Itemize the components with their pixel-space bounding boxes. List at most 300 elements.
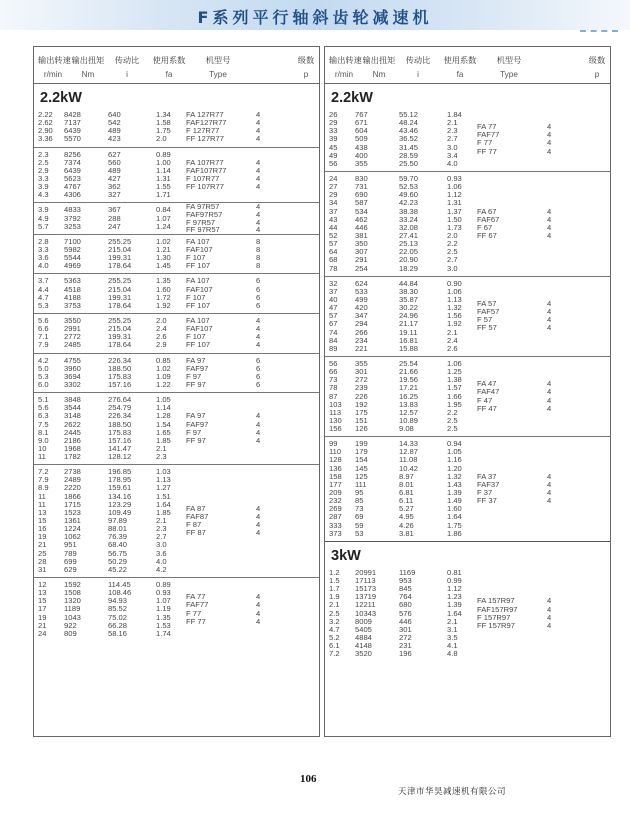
output-torque: 951 bbox=[64, 540, 77, 550]
output-torque: 5623 bbox=[64, 173, 81, 183]
output-torque: 4884 bbox=[355, 633, 372, 643]
service-factor: 1.84 bbox=[447, 110, 462, 119]
ratio: 175.83 bbox=[108, 371, 132, 381]
type-row bbox=[38, 521, 319, 529]
model-group bbox=[34, 392, 319, 464]
service-factor: 1.30 bbox=[156, 253, 171, 263]
service-factor: 2.3 bbox=[156, 452, 167, 462]
output-torque: 1224 bbox=[64, 524, 81, 534]
model-type: FF 127R77 bbox=[186, 134, 224, 144]
model-group bbox=[34, 273, 319, 313]
output-speed: 7.5 bbox=[38, 419, 49, 429]
output-torque: 6439 bbox=[64, 165, 81, 175]
output-torque: 3148 bbox=[64, 411, 81, 421]
service-factor: 1.31 bbox=[156, 173, 171, 183]
output-speed: 87 bbox=[329, 391, 338, 401]
ratio: 255.25 bbox=[108, 276, 132, 286]
output-torque: 266 bbox=[355, 327, 368, 337]
ratio: 6.11 bbox=[399, 496, 414, 506]
ratio: 24.96 bbox=[399, 311, 419, 321]
column-unit: Nm bbox=[372, 70, 386, 79]
output-speed: 84 bbox=[329, 335, 338, 345]
output-torque: 3753 bbox=[64, 300, 81, 310]
service-factor: 1.38 bbox=[447, 375, 462, 385]
model-type: F 67 bbox=[477, 222, 493, 232]
column-unit: p bbox=[594, 70, 600, 79]
ratio: 178.95 bbox=[108, 475, 132, 485]
output-torque: 145 bbox=[355, 463, 368, 473]
output-torque: 533 bbox=[355, 286, 368, 296]
column-title: 输出扭矩 bbox=[362, 56, 396, 65]
service-factor: 2.0 bbox=[156, 315, 167, 325]
output-speed: 4.2 bbox=[38, 355, 49, 365]
model-type: FF 107R77 bbox=[186, 182, 224, 192]
type-row bbox=[38, 610, 319, 618]
output-speed: 2.90 bbox=[38, 126, 53, 136]
service-factor: 1.05 bbox=[156, 395, 171, 405]
ratio: 21.66 bbox=[399, 367, 419, 377]
output-speed: 136 bbox=[329, 463, 342, 473]
output-torque: 2622 bbox=[64, 419, 81, 429]
model-type: FA 67 bbox=[477, 206, 497, 216]
ratio: 301 bbox=[399, 624, 412, 634]
stage-count: 4 bbox=[547, 214, 552, 224]
ratio: 178.64 bbox=[108, 300, 132, 310]
output-speed: 44 bbox=[329, 222, 338, 232]
service-factor: 2.0 bbox=[156, 134, 167, 144]
output-torque: 2772 bbox=[64, 332, 81, 342]
type-row bbox=[38, 203, 319, 211]
output-speed: 28 bbox=[38, 556, 47, 566]
output-speed: 66 bbox=[329, 367, 338, 377]
ratio: 4.95 bbox=[399, 512, 414, 522]
ratio: 20.90 bbox=[399, 255, 419, 265]
service-factor: 1.13 bbox=[156, 475, 171, 485]
output-torque: 400 bbox=[355, 150, 368, 160]
output-speed: 5.1 bbox=[38, 395, 49, 405]
output-torque: 438 bbox=[355, 142, 368, 152]
model-group bbox=[34, 464, 319, 577]
output-torque: 2186 bbox=[64, 435, 81, 445]
column-unit: i bbox=[417, 70, 419, 79]
model-type: FA 97 bbox=[186, 411, 206, 421]
service-factor: 1.06 bbox=[447, 286, 462, 296]
model-types bbox=[38, 235, 319, 274]
stage-count: 4 bbox=[256, 157, 261, 167]
output-speed: 43 bbox=[329, 214, 338, 224]
service-factor: 1.25 bbox=[447, 367, 462, 377]
service-factor: 1.45 bbox=[156, 261, 171, 271]
output-speed: 130 bbox=[329, 415, 342, 425]
output-torque: 17113 bbox=[355, 576, 376, 586]
output-speed: 7.1 bbox=[38, 332, 49, 342]
service-factor: 4.0 bbox=[156, 556, 167, 566]
service-factor: 0.84 bbox=[156, 205, 171, 215]
service-factor: 0.89 bbox=[156, 580, 171, 590]
output-speed: 7.2 bbox=[38, 467, 49, 477]
ratio: 55.12 bbox=[399, 110, 419, 119]
model-type: F 97 bbox=[186, 427, 202, 437]
output-torque: 355 bbox=[355, 158, 368, 168]
ratio: 36.52 bbox=[399, 134, 419, 144]
ratio: 188.50 bbox=[108, 419, 132, 429]
ratio: 68.40 bbox=[108, 540, 128, 550]
service-factor: 1.75 bbox=[447, 520, 462, 530]
service-factor: 1.22 bbox=[156, 379, 171, 389]
ratio: 114.45 bbox=[108, 580, 131, 590]
type-row bbox=[38, 119, 319, 127]
ratio: 134.16 bbox=[108, 491, 132, 501]
ratio: 108.46 bbox=[108, 588, 132, 598]
model-group bbox=[34, 313, 319, 353]
model-type: FAF107R77 bbox=[186, 165, 227, 175]
type-row bbox=[38, 381, 319, 389]
output-torque: 234 bbox=[355, 335, 368, 345]
type-row bbox=[38, 111, 319, 119]
service-factor: 1.72 bbox=[156, 292, 171, 302]
output-torque: 179 bbox=[355, 447, 368, 457]
output-torque: 4148 bbox=[355, 641, 372, 651]
type-row bbox=[38, 429, 319, 437]
ratio: 8.01 bbox=[399, 479, 414, 489]
output-speed: 158 bbox=[329, 471, 342, 481]
stage-count: 4 bbox=[256, 503, 261, 513]
ratio: 576 bbox=[399, 608, 412, 618]
column-unit: i bbox=[126, 70, 128, 79]
model-type: FF 87 bbox=[186, 528, 206, 538]
output-torque: 671 bbox=[355, 118, 368, 128]
output-speed: 2.5 bbox=[38, 157, 49, 167]
output-torque: 3520 bbox=[355, 649, 372, 659]
type-row bbox=[329, 606, 610, 614]
stage-count: 4 bbox=[547, 130, 552, 140]
output-speed: 24 bbox=[38, 628, 47, 638]
ratio: 272 bbox=[399, 633, 412, 643]
power-section bbox=[34, 84, 319, 641]
service-factor: 2.9 bbox=[156, 340, 167, 350]
service-factor: 3.4 bbox=[447, 150, 458, 160]
service-factor: 2.6 bbox=[156, 332, 167, 342]
model-group bbox=[34, 202, 319, 233]
stage-count: 4 bbox=[256, 165, 261, 175]
ratio: 44.84 bbox=[399, 278, 419, 288]
service-factor: 2.5 bbox=[447, 415, 458, 425]
output-speed: 6.0 bbox=[38, 379, 49, 389]
ratio: 9.08 bbox=[399, 424, 414, 434]
stage-count: 6 bbox=[256, 363, 261, 373]
output-torque: 4518 bbox=[64, 284, 81, 294]
service-factor: 2.7 bbox=[156, 532, 167, 542]
output-speed: 73 bbox=[329, 375, 338, 385]
output-torque: 5363 bbox=[64, 276, 81, 286]
model-types bbox=[329, 357, 610, 436]
stage-count: 4 bbox=[256, 118, 261, 128]
output-speed: 74 bbox=[329, 327, 338, 337]
ratio: 427 bbox=[108, 173, 121, 183]
ratio: 199.31 bbox=[108, 332, 132, 342]
ratio: 423 bbox=[108, 134, 121, 144]
type-row bbox=[329, 300, 610, 308]
ratio: 31.45 bbox=[399, 142, 419, 152]
model-type: FA 97 bbox=[186, 355, 206, 365]
service-factor: 1.12 bbox=[447, 584, 462, 594]
output-torque: 1361 bbox=[64, 516, 81, 526]
output-speed: 3.9 bbox=[38, 205, 49, 215]
output-torque: 4833 bbox=[64, 205, 81, 215]
output-torque: 8428 bbox=[64, 110, 81, 119]
output-torque: 2489 bbox=[64, 475, 81, 485]
output-speed: 13 bbox=[38, 588, 47, 598]
output-speed: 29 bbox=[329, 190, 338, 200]
service-factor: 1.12 bbox=[447, 190, 462, 200]
model-type: FA 107 bbox=[186, 236, 210, 246]
power-rating: 3kW bbox=[331, 547, 361, 564]
output-torque: 350 bbox=[355, 239, 368, 249]
stage-count: 6 bbox=[256, 300, 261, 310]
stage-count: 6 bbox=[256, 371, 261, 381]
stage-count: 4 bbox=[547, 471, 552, 481]
type-row bbox=[38, 357, 319, 365]
output-speed: 89 bbox=[329, 343, 338, 353]
service-factor: 1.56 bbox=[447, 311, 462, 321]
column-unit: Nm bbox=[81, 70, 95, 79]
ratio: 18.29 bbox=[399, 263, 419, 273]
model-group bbox=[325, 171, 610, 276]
model-type: FF 97 bbox=[186, 435, 206, 445]
type-row bbox=[38, 167, 319, 175]
model-types bbox=[329, 566, 610, 662]
output-speed: 78 bbox=[329, 383, 338, 393]
type-row bbox=[38, 365, 319, 373]
output-speed: 373 bbox=[329, 528, 342, 538]
stage-count: 4 bbox=[547, 479, 552, 489]
service-factor: 1.95 bbox=[447, 399, 462, 409]
output-speed: 269 bbox=[329, 504, 342, 514]
output-speed: 3.7 bbox=[38, 276, 49, 286]
type-row bbox=[38, 211, 319, 219]
stage-count: 4 bbox=[256, 411, 261, 421]
model-group bbox=[34, 108, 319, 147]
service-factor: 1.60 bbox=[447, 504, 462, 514]
model-type: FAF37 bbox=[477, 479, 500, 489]
type-row bbox=[38, 254, 319, 262]
stage-count: 4 bbox=[547, 403, 552, 413]
service-factor: 1.50 bbox=[447, 214, 462, 224]
model-type: FF 67 bbox=[477, 230, 497, 240]
service-factor: 1.60 bbox=[156, 284, 171, 294]
stage-count: 4 bbox=[547, 222, 552, 232]
output-speed: 5.3 bbox=[38, 371, 49, 381]
service-factor: 4.0 bbox=[447, 158, 458, 168]
ratio: 255.25 bbox=[108, 236, 132, 246]
output-torque: 4306 bbox=[64, 190, 81, 200]
type-row bbox=[38, 127, 319, 135]
model-group bbox=[34, 147, 319, 203]
service-factor: 1.03 bbox=[156, 467, 171, 477]
type-row bbox=[329, 622, 610, 630]
output-speed: 11 bbox=[38, 499, 46, 509]
power-section bbox=[325, 541, 610, 662]
output-torque: 53 bbox=[355, 528, 364, 538]
output-torque: 301 bbox=[355, 367, 368, 377]
ratio: 17.21 bbox=[399, 383, 419, 393]
output-speed: 57 bbox=[329, 311, 338, 321]
model-type: FA 97R57 bbox=[186, 202, 220, 212]
type-row bbox=[38, 317, 319, 325]
model-type: F 77 bbox=[477, 138, 493, 148]
output-speed: 6.6 bbox=[38, 324, 49, 334]
ratio: 10.89 bbox=[399, 415, 419, 425]
ratio: 159.61 bbox=[108, 483, 132, 493]
selection-table-left bbox=[33, 46, 320, 737]
ratio: 188.50 bbox=[108, 363, 132, 373]
output-speed: 4.7 bbox=[329, 624, 340, 634]
output-speed: 3.9 bbox=[38, 182, 49, 192]
ratio: 231 bbox=[399, 641, 412, 651]
output-torque: 3544 bbox=[64, 403, 81, 413]
type-row bbox=[38, 159, 319, 167]
stage-count: 4 bbox=[547, 307, 552, 317]
service-factor: 2.7 bbox=[447, 255, 458, 265]
output-speed: 37 bbox=[329, 286, 338, 296]
type-row bbox=[38, 513, 319, 521]
service-factor: 1.74 bbox=[156, 628, 171, 638]
output-speed: 25 bbox=[38, 548, 47, 558]
stage-count: 4 bbox=[256, 419, 261, 429]
model-type: FF 107 bbox=[186, 300, 211, 310]
model-group bbox=[325, 108, 610, 171]
output-torque: 175 bbox=[355, 407, 368, 417]
service-factor: 0.99 bbox=[447, 576, 462, 586]
output-speed: 24 bbox=[329, 173, 338, 183]
output-speed: 287 bbox=[329, 512, 342, 522]
ratio: 76.39 bbox=[108, 532, 128, 542]
company-name: 天津市华昊减速机有限公司 bbox=[398, 786, 507, 796]
stage-count: 4 bbox=[256, 182, 261, 192]
column-title: 输出扭矩 bbox=[71, 56, 105, 65]
model-types bbox=[329, 108, 610, 171]
ratio: 255.25 bbox=[108, 315, 132, 325]
service-factor: 1.13 bbox=[447, 294, 462, 304]
model-group bbox=[325, 436, 610, 541]
stage-count: 4 bbox=[256, 600, 261, 610]
model-type: F 107 bbox=[186, 332, 206, 342]
output-torque: 5982 bbox=[64, 244, 81, 254]
output-speed: 8.9 bbox=[38, 483, 49, 493]
output-torque: 2991 bbox=[64, 324, 81, 334]
output-speed: 2.9 bbox=[38, 165, 49, 175]
output-torque: 2220 bbox=[64, 483, 81, 493]
output-torque: 446 bbox=[355, 222, 368, 232]
output-speed: 3.3 bbox=[38, 173, 49, 183]
ratio: 446 bbox=[399, 616, 412, 626]
output-speed: 21 bbox=[38, 620, 47, 630]
model-type: F 47 bbox=[477, 395, 493, 405]
ratio: 27.41 bbox=[399, 230, 419, 240]
model-type: FF 57 bbox=[477, 323, 497, 333]
model-types bbox=[38, 274, 319, 313]
ratio: 362 bbox=[108, 182, 121, 192]
output-speed: 3.36 bbox=[38, 134, 53, 144]
model-type: FA 127R77 bbox=[186, 110, 224, 119]
stage-count: 4 bbox=[256, 511, 261, 521]
output-torque: 20991 bbox=[355, 567, 377, 577]
model-type: F 97R57 bbox=[186, 217, 216, 227]
ratio: 8.97 bbox=[399, 471, 414, 481]
type-row bbox=[38, 226, 319, 234]
model-type: FAF77 bbox=[186, 600, 209, 610]
ratio: 19.56 bbox=[399, 375, 419, 385]
output-speed: 39 bbox=[329, 134, 338, 144]
stage-count: 6 bbox=[256, 292, 261, 302]
output-torque: 587 bbox=[355, 198, 368, 208]
model-type: FA 107R77 bbox=[186, 157, 224, 167]
service-factor: 1.06 bbox=[447, 358, 462, 368]
model-type: F 97 bbox=[186, 371, 202, 381]
output-torque: 3302 bbox=[64, 379, 81, 389]
ratio: 680 bbox=[399, 600, 412, 610]
output-torque: 690 bbox=[355, 190, 368, 200]
model-group bbox=[34, 234, 319, 274]
model-type: FAF127R77 bbox=[186, 118, 227, 128]
model-type: FAF107 bbox=[186, 284, 213, 294]
type-row bbox=[38, 286, 319, 294]
output-torque: 1968 bbox=[64, 443, 81, 453]
ratio: 215.04 bbox=[108, 324, 132, 334]
service-factor: 1.28 bbox=[156, 411, 171, 421]
service-factor: 1.23 bbox=[447, 592, 462, 602]
service-factor: 1.53 bbox=[156, 620, 171, 630]
ratio: 489 bbox=[108, 165, 121, 175]
service-factor: 1.58 bbox=[156, 118, 171, 128]
type-row bbox=[329, 324, 610, 332]
output-torque: 10343 bbox=[355, 608, 377, 618]
output-torque: 922 bbox=[64, 620, 77, 630]
output-torque: 509 bbox=[355, 134, 368, 144]
output-speed: 12 bbox=[38, 580, 47, 590]
model-type: FF 47 bbox=[477, 403, 497, 413]
service-factor: 0.93 bbox=[156, 588, 171, 598]
model-type: FF 97R57 bbox=[186, 225, 220, 235]
stage-count: 4 bbox=[547, 299, 552, 309]
service-factor: 1.14 bbox=[156, 403, 171, 413]
type-row bbox=[38, 333, 319, 341]
service-factor: 1.37 bbox=[447, 206, 462, 216]
output-speed: 4.4 bbox=[38, 284, 49, 294]
output-speed: 128 bbox=[329, 455, 342, 465]
service-factor: 1.35 bbox=[156, 612, 171, 622]
stage-count: 4 bbox=[256, 225, 261, 235]
model-type: FAF107 bbox=[186, 244, 213, 254]
type-row bbox=[329, 139, 610, 147]
stage-count: 6 bbox=[256, 379, 261, 389]
output-speed: 16 bbox=[38, 524, 47, 534]
service-factor: 1.92 bbox=[447, 319, 462, 329]
type-row bbox=[38, 601, 319, 609]
output-torque: 69 bbox=[355, 512, 364, 522]
ratio: 4.26 bbox=[399, 520, 414, 530]
ratio: 12.57 bbox=[399, 407, 419, 417]
column-unit: Type bbox=[209, 70, 227, 79]
service-factor: 2.6 bbox=[447, 343, 458, 353]
stage-count: 4 bbox=[547, 596, 552, 606]
service-factor: 0.93 bbox=[447, 173, 462, 183]
column-title: 使用系数 bbox=[152, 56, 186, 65]
service-factor: 0.89 bbox=[156, 149, 171, 159]
ratio: 157.16 bbox=[108, 435, 132, 445]
output-torque: 789 bbox=[64, 548, 77, 558]
ratio: 59.70 bbox=[399, 173, 419, 183]
